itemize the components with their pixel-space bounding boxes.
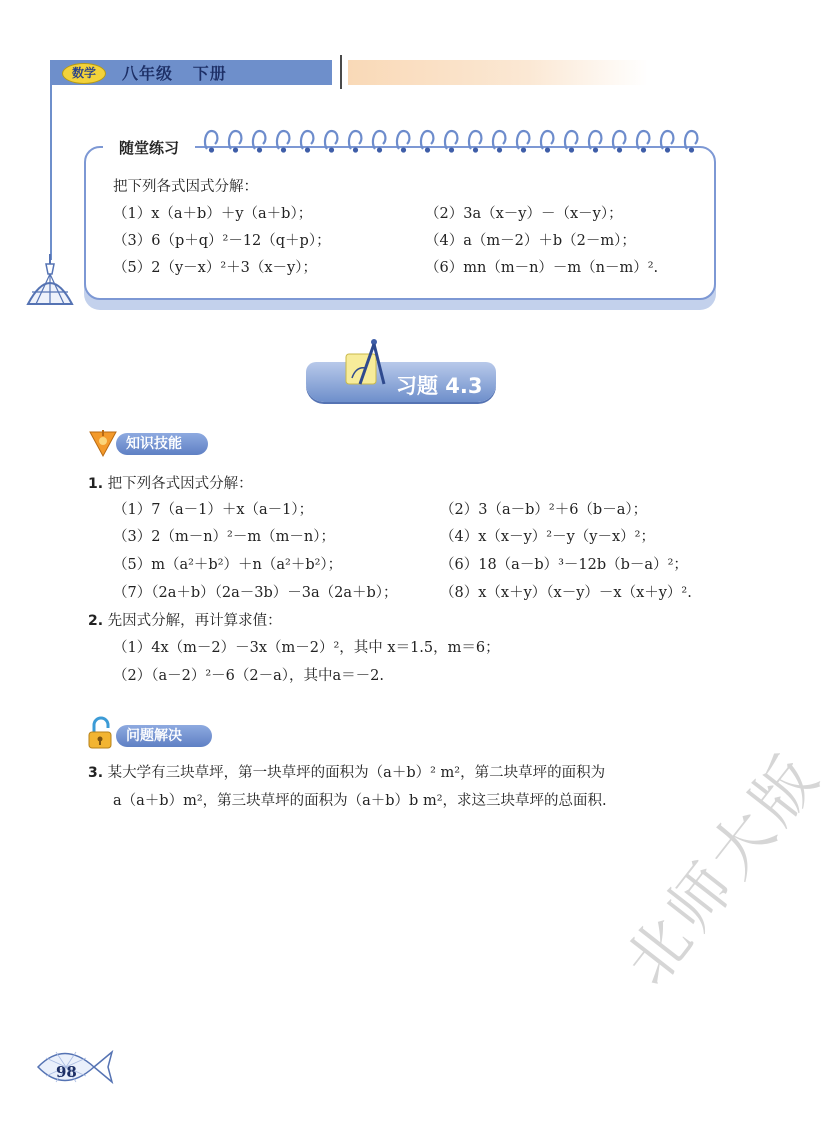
- ring-icon: [348, 128, 363, 154]
- practice-item-2: （2）3a（x－y）－（x－y）；: [425, 206, 623, 222]
- header-decoration: [348, 60, 648, 85]
- q1-item-3: （3）2（m－n）²－m（m－n）；: [113, 529, 335, 545]
- ring-icon: [372, 128, 387, 154]
- q1-item-4: （4）x（x－y）²－y（y－x）²；: [440, 529, 655, 545]
- ring-icon: [396, 128, 411, 154]
- ring-icon: [324, 128, 339, 154]
- notebook-rings: [204, 128, 704, 158]
- q1-item-6: （6）18（a－b）³－12b（b－a）²；: [440, 557, 688, 573]
- q1-item-8: （8）x（x＋y）（x－y）－x（x＋y）².: [440, 585, 692, 601]
- q1-item-2: （2）3（a－b）²＋6（b－a）；: [440, 502, 648, 518]
- ring-icon: [588, 128, 603, 154]
- q1-item-5: （5）m（a²＋b²）＋n（a²＋b²）；: [113, 557, 343, 573]
- compass-icon: [340, 336, 396, 392]
- question-number: 2.: [88, 613, 104, 629]
- question-3-line-1: 某大学有三块草坪，第一块草坪的面积为（a＋b）² m²，第二块草坪的面积为: [107, 765, 606, 781]
- question-3: [88, 763, 605, 783]
- grade-label: 八年级: [122, 64, 174, 83]
- question-text: 先因式分解，再计算求值：: [107, 613, 282, 629]
- padlock-icon: [86, 716, 116, 750]
- knowledge-skills-label: 知识技能: [116, 433, 208, 455]
- question-text: 把下列各式因式分解：: [107, 476, 253, 492]
- practice-instruction: 把下列各式因式分解：: [113, 179, 258, 195]
- header-divider: [340, 55, 342, 89]
- q1-item-7: （7）（2a＋b）（2a－3b）－3a（2a＋b）；: [113, 585, 398, 601]
- volume-label: 下册: [192, 64, 227, 83]
- watermark: 北师大版: [610, 738, 836, 998]
- knowledge-icon: [88, 428, 118, 458]
- ring-icon: [300, 128, 315, 154]
- practice-item-4: （4）a（m－2）＋b（2－m）；: [425, 233, 636, 249]
- practice-title: 随堂练习: [103, 136, 195, 160]
- q2-item-1: （1）4x（m－2）－3x（m－2）²，其中 x＝1.5，m＝6；: [113, 640, 500, 656]
- header-title: [122, 61, 227, 84]
- ring-icon: [444, 128, 459, 154]
- ring-icon: [228, 128, 243, 154]
- subject-logo: 数学: [62, 63, 106, 84]
- practice-item-3: （3）6（p＋q）²－12（q＋p）；: [113, 233, 331, 249]
- ring-icon: [684, 128, 699, 154]
- ring-icon: [660, 128, 675, 154]
- q2-item-2: （2）（a－2）²－6（2－a），其中a＝－2.: [113, 668, 384, 684]
- ring-icon: [636, 128, 651, 154]
- ring-icon: [612, 128, 627, 154]
- q1-item-1: （1）7（a－1）＋x（a－1）；: [113, 502, 314, 518]
- question-number: 3.: [88, 765, 104, 781]
- ring-icon: [516, 128, 531, 154]
- question-3-line-2: a（a＋b）m²，第三块草坪的面积为（a＋b）b m²，求这三块草坪的总面积.: [113, 793, 607, 809]
- ring-icon: [468, 128, 483, 154]
- exercise-title: 习题 4.3: [396, 374, 483, 398]
- compass-tower-icon: [22, 252, 78, 308]
- ring-icon: [420, 128, 435, 154]
- ring-icon: [540, 128, 555, 154]
- question-2: [88, 611, 282, 631]
- page-number: 98: [56, 1063, 77, 1081]
- problem-solving-label: 问题解决: [116, 725, 212, 747]
- ring-icon: [204, 128, 219, 154]
- question-number: 1.: [88, 476, 104, 492]
- ring-icon: [252, 128, 267, 154]
- practice-item-6: （6）mn（m－n）－m（n－m）².: [425, 260, 659, 276]
- ring-icon: [564, 128, 579, 154]
- ring-icon: [276, 128, 291, 154]
- practice-item-1: （1）x（a＋b）＋y（a＋b）；: [113, 206, 313, 222]
- practice-item-5: （5）2（y－x）²＋3（x－y）；: [113, 260, 317, 276]
- ring-icon: [492, 128, 507, 154]
- question-1: [88, 474, 253, 494]
- margin-line: [50, 85, 52, 260]
